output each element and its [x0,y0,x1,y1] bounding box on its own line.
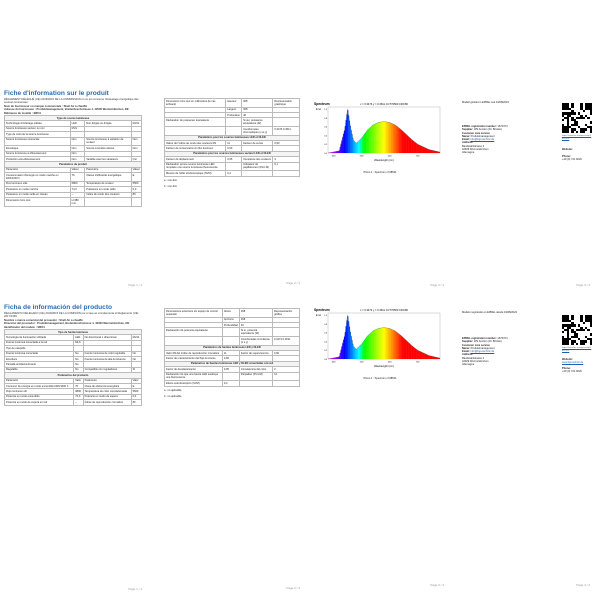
table-cell: LED [70,121,85,126]
y-tick-label: 1.0 [324,315,327,318]
table-cell: Anchura [222,317,239,322]
table-body [165,99,300,136]
chart-heading: Spectrum [314,102,330,106]
table-cell: No direccional o direccional [83,335,131,340]
table-cell: Constance des couleurs [243,157,271,161]
section-heading: Paramètres du produit [5,162,142,167]
table-cell: Factor de mantenimiento del flujo luminoso [165,356,223,361]
model-reference: Identificador del modelo : 98541 [4,325,45,329]
x-tick-label: 500 [359,361,364,364]
table-cell [165,336,223,345]
y-tick-label: 0.2 [324,144,327,147]
table-cell: 0,3474 0,3611 [273,336,300,345]
table-body [5,335,142,373]
table-cell: Source lumineuse secteur ou non [5,126,71,131]
spectrum-chart [312,305,448,375]
table-cell: Consommation d'énergie en mode marche en kWh/1000 h [5,173,71,182]
chart-legend: x = 0.3474 y = 0.3611 CCT=5500 CRI=80 [360,103,408,106]
section-heading: Parámetros del producto [5,373,142,378]
supplier-value: WS Auction (Di. Brücke) [473,128,502,132]
table-cell: Coordenadas cromáticas (x e y) [239,336,272,345]
regulation-text: RÈGLEMENT DÉLÉGUÉ (UE) 2019/2015 DE LA COMMISSION en ce qui concerne l'étiquetage énergétique des sources lumineuses [4,98,139,105]
y-tick-label: 0.0 [324,152,327,155]
address-line: Bandstahlstrasse 4 [462,356,485,360]
table-cell: Source à lumière élevée [85,146,131,151]
table-cell: Sí [131,367,141,372]
table-row [165,309,300,318]
page-number: Page 2 / 4 [286,586,300,590]
table-cell: No [74,362,83,367]
table-cell: Dimensions hors tout en millimètres (le cas échéant) [165,99,226,108]
table-row [165,99,300,108]
table-cell: E [131,383,141,388]
table-cell: Non [70,146,85,151]
page-number: Page 2 / 4 [286,281,300,285]
register-date: Modelo registrado en EPREL desde 19/08/2024 [462,311,517,314]
table-cell: Flux lumineux utile [5,181,71,186]
table-cell [226,162,242,171]
y-tick-label: 0.8 [324,117,327,120]
table-cell: Envoltura [5,356,74,361]
table-cell: 80 [131,192,141,197]
phone-value: +49 (0) 721 9020 [562,158,582,162]
table-cell: Hauteur [226,99,242,108]
table-cell: MLS1 [131,121,141,126]
table-cell: Valeur [70,167,85,172]
page-title: Ficha de información del producto [4,304,113,311]
page-fr-2 [160,95,304,288]
table-row [5,400,142,405]
table-cell: Fuente luminosa de color regulable [83,351,131,356]
table-row [165,372,300,381]
eprel-label: EPREL registration number: [462,337,497,340]
table-cell: 5500 [131,389,141,394]
table-cell: Indicateur de papillotement (Pst LM) [242,162,273,171]
table-cell: Non [70,137,85,146]
table-cell [222,372,239,381]
address-line: Bandstahlstrasse 4 [462,144,485,148]
table-cell: No [131,351,141,356]
table-cell: Puissance en mode veille en réseau [5,192,71,197]
table-cell: Protection anti-éblouissement [5,156,71,161]
table-cell: Technologie d'éclairage utilisée [5,121,71,126]
table-cell: 0,95 [226,157,242,162]
table-cell: Oui [131,156,141,161]
email-label: Email: [462,350,470,354]
table-cell: No [131,356,141,361]
x-axis-label: Wavelength (nm) [374,159,394,162]
chart-caption: Photo 1 : Spectrum of 98541 [363,377,397,380]
address-line: 42929 Wermelskirchen [462,360,489,364]
table-cell [273,381,300,386]
table-cell: 74,0 [74,394,83,399]
table-cell: 0,95 [222,367,239,372]
table-cell: Si oui, puissance équivalente (W) [242,118,273,127]
table-cell: LED [74,335,83,340]
eprel-label: EPREL registration number: [462,125,497,128]
x-axis-label: Wavelength (nm) [374,365,394,368]
table-cell: 308 [239,317,272,322]
table-cell: Non [131,146,141,151]
x-tick-label: 700 [415,155,420,158]
table-cell [131,197,141,206]
table-cell: 76 [74,383,83,388]
y-tick-label: 0.0 [324,358,327,361]
table-row [165,381,300,386]
table-cell: 80 [131,400,141,405]
table-cell: Coordonnées chromatiques (x et y) [242,126,273,135]
table-cell: Regulable [5,367,74,372]
y-tick-label: 0.6 [324,332,327,335]
table-cell: Indice de rendu des couleurs [85,192,131,197]
table-cell: Facteur de conservation du flux lumineux [165,146,226,151]
dimensions-table [164,98,300,177]
table-cell: MLS1 [131,335,141,340]
page-es-3 [312,305,448,590]
table-cell: 6800 [74,389,83,394]
table-cell [226,118,242,127]
table-cell: Paramètre [85,167,131,172]
address-label: Address: [462,141,474,145]
table-cell: Si sí, potencia equivalente (W) [239,328,272,337]
supplier-name: Nombre o marca comercial del proveedor : Shell Air a chauffé [4,318,83,322]
table-cell: Source lumineuse à éblouissement [5,151,71,156]
table-cell: Consumo de energía en modo encendido kWh/1000 h [5,383,74,388]
chart-legend: x = 0.3474 y = 0.3611 CCT=5500 CRI=80 [360,309,408,312]
table-cell: Potencia en modo de espera [83,394,131,399]
x-tick-label: 400 [331,361,336,364]
table-row [5,197,142,206]
table-row [5,137,142,146]
table-cell: 11 [226,140,242,145]
table-cell: No [74,351,83,356]
table-cell: Factor de supervivencia [239,350,272,355]
table-cell [273,118,300,127]
table-cell [242,171,273,176]
table-cell: Déclaration de puissance équivalente [165,118,226,127]
table-cell: Puissance en mode marche [5,187,71,192]
address-line: 42929 Wermelskirchen [462,148,489,152]
table-cell: Non dirigée ou dirigée [85,121,131,126]
table-cell [239,381,272,386]
table-cell: Factor de desplazamiento [165,367,223,372]
section-heading: Paramètres pour les sources lumineuses LED et OLED [165,135,300,140]
table-cell: Température de couleur [85,181,131,186]
table-cell: Dimensiones exteriores sin equipo de control separado [165,309,223,318]
y-tick-label: 1.0 [324,109,327,112]
table-cell: No [74,356,83,361]
table-cell: 0,1 [273,372,300,381]
table-cell: MLS [70,126,85,131]
page-number: Page 1 / 4 [128,283,142,287]
table-cell: -- [70,192,85,197]
table-cell: Efecto estroboscópico (SVM) [165,381,223,386]
table-cell: 0,4 [226,171,242,176]
table-row [165,118,300,127]
table-cell: 3 [273,367,300,372]
table-cell: Dimensions hors tout [5,197,71,206]
table-cell: Profundidad [223,323,238,327]
email-label: Email: [462,138,470,142]
table-cell: Classe d'efficacité énergétique [85,173,131,182]
table-cell: Non [131,137,141,146]
qr-module [590,131,592,133]
table-cell: Facteur de survie [242,140,273,145]
table-body [5,121,142,162]
phone-label: Phone: [562,367,571,371]
table-cell: Altura [222,309,239,318]
contact-heading: Customer care service [462,131,490,135]
section-heading: Paramètres pour les sources lumineuses secteur LED et OLED [165,151,300,156]
table-cell: 308 [239,309,272,318]
qr-code [562,103,592,133]
table-cell [273,328,300,337]
table-cell: 0,0 [131,187,141,192]
y-axis-label: E rel [316,314,321,317]
table-cell: Enveloppe [5,146,71,151]
table-cell: Facteur de déplacement [165,157,226,162]
page-number: Page 4 / 4 [576,583,590,587]
table-cell: 0,90 [226,146,242,151]
table-cell [85,197,131,206]
section-heading: Type de source lumineuse [5,116,142,121]
table-row [165,126,300,135]
table-cell: Représentation graphique [273,99,300,108]
page-es-4 [458,305,594,590]
table-cell: Pantalla antideslumbrante [5,362,74,367]
supplier-label: Supplier: [462,340,474,344]
x-tick-label: 500 [359,155,364,158]
eprel-url[interactable]: https://eprel.ec.europa.eu/qr/1670374 [562,347,592,353]
table-cell: Largeur [226,107,242,112]
table-cell: Tecnología de iluminación utilizada [5,335,74,340]
table-row [165,171,300,176]
table-cell: Mesure de l'effet stroboscopique (SVM) [165,171,226,176]
website-link[interactable]: www.bgs-technic.de [562,360,584,364]
qr-module [590,343,592,345]
table-cell: Potencia en modo de espera en red [5,400,74,405]
table-cell: Potencia en modo encendido [5,394,74,399]
table-cell: No [74,367,83,372]
table-cell: Valor [74,378,83,383]
table-cell: Parámetro [5,378,74,383]
page-fr-1 [0,0,146,290]
contact-heading: Customer care service [462,343,490,347]
table-cell: Fuente luminosa conectada [5,351,74,356]
page-es-1 [0,300,146,594]
table-cell: H 380 mm [70,197,85,206]
page-es-2 [160,305,304,593]
footnote: b : no aplicable [164,394,182,398]
table-cell: Clase de eficiencia energética [83,383,131,388]
table-cell: Valeur de l'indice de rendu des couleurs R9 [165,140,226,145]
table-cell: Parámetro [83,378,131,383]
table-cell: 46 [242,112,273,117]
table-cell: Valor [131,378,141,383]
table-cell: Índice de reproducción cromática [83,400,131,405]
qr-code [562,315,592,345]
table-cell: Non [70,151,85,156]
table-cell [165,126,226,135]
y-tick-label: 0.6 [324,126,327,129]
table-cell: Flujo luminoso útil [5,389,74,394]
eprel-url[interactable]: https://eprel.ec.europa.eu/qr/1670374 [562,135,592,141]
table-row [165,162,300,171]
table-cell: 308 [242,107,273,112]
page-fr-4 [458,95,594,290]
table-cell: Source lumineuse à variation de couleur [85,137,131,146]
table-cell: Declaración de potencia equivalente [165,328,223,337]
table-cell: 5500 [131,181,141,186]
email-link[interactable]: info@bgs-technic.de [470,138,495,142]
page-fr-3 [312,95,448,290]
table-body [5,167,142,206]
table-row [165,336,300,345]
y-axis-label: E rel [316,108,321,111]
table-cell: 11 [222,350,239,355]
table-cell: 0,90 [222,356,239,361]
supplier-address: Dirección del proveedor : Produktmanagement, Breitenbrechstrasse 4, 42000 Wermelskirchen, DE [4,322,130,326]
x-tick-label: 700 [415,361,420,364]
table-cell: Valeur [132,168,140,172]
supplier-name: Nom du fournisseur ou marque commerciale : Shell Air à chauffé [4,104,87,108]
name-label: Name: [462,134,470,138]
table-body [165,157,300,176]
section-heading: Parámetros de fuentes luminosas LED y OLED [165,345,300,350]
y-tick-label: 0.4 [324,135,327,138]
table-cell: 76 [70,173,85,182]
eprel-number: 1670374 [497,337,508,340]
table-body [165,367,300,386]
chart-caption: Photo 1 : Spectrum of 98541 [363,171,397,174]
name-label: Name: [462,346,470,350]
name-value: Produktmanagement [470,346,495,350]
table-body [5,378,142,405]
table-cell: Non [70,156,85,161]
y-tick-label: 0.2 [324,350,327,353]
website-label: Website: [562,357,573,361]
website-label: Website: [562,147,573,151]
light-source-table [4,329,142,405]
chart-heading: Spectrum [314,308,330,312]
table-cell: Tipo de casquillo [5,346,74,351]
spectrum-chart [312,99,448,169]
section-heading: Tipo de fuente luminosa [5,330,142,335]
table-body [165,350,300,361]
table-cell [273,171,300,176]
address-line: Allemagne [462,151,475,155]
supplier-address: Adresse du fournisseur : Produktmanagement, Breitenbrechstrasse 4, 42000 Wermelskirchen, DE [4,108,129,112]
table-cell: 3 [273,157,300,162]
supplier-value: WS Auction (Di. Brücke) [473,340,502,344]
table-cell: 0,90 [273,350,300,355]
table-cell: Consistencia del color [239,367,272,372]
table-cell: Fuente luminosa de alta luminancia [83,356,131,361]
table-cell: 0,1 [273,162,300,171]
table-cell [226,126,242,135]
phone-label: Phone: [562,154,571,158]
table-body [165,140,300,151]
table-cell: 0,3474 0,3611 [273,126,300,135]
name-value: Produktmanagement [470,134,495,138]
page-number: Page 1 / 4 [128,587,142,591]
table-cell: Source lumineuse connectée [5,137,71,146]
model-reference: Référence du modèle : 98541 [4,111,42,115]
table-cell: Temperatura de color correlacionada [83,389,131,394]
regulation-text: REGLAMENTO DELEGADO (UE) 2019/2015 DE LA COMISIÓN por el que se complementa el Reglamento (UE) 2017/1369 [4,312,139,319]
table-cell: Declaración de que una fuente LED sustituye una fluorescente [165,372,223,381]
table-cell: E [131,173,141,182]
table-cell: -- [74,400,83,405]
table-cell: 74,0 [70,187,85,192]
table-cell: Representación gráfica [273,309,300,318]
register-date: Modell gelistet in EPREL seit 19/08/2024 [462,101,509,104]
table-cell: Compatible con reguladores [83,367,131,372]
table-cell: Profondeur [227,113,241,117]
y-tick-label: 0.8 [324,323,327,326]
table-cell [222,336,239,345]
footnote: b : non-dim [164,184,177,188]
table-cell: 46 [239,322,272,327]
table-body [165,309,300,346]
page-title: Fiche d'information sur le produit [4,90,109,97]
phone-value: +49 (0) 721 9020 [562,370,582,374]
table-cell: 0,4 [222,381,239,386]
footnote: a : no aplicable [164,389,182,393]
table-cell: Type de culot de la source lumineuse [5,132,71,137]
x-tick-label: 600 [387,361,392,364]
footnote: a : non-dim [164,179,177,183]
x-tick-label: 600 [387,155,392,158]
section-heading: Parámetros de fuentes luminosas LED y OLED conectadas a la red [165,361,300,366]
table-cell: Parpadeo (Pst LM) [239,372,272,381]
light-source-table [4,115,142,206]
table-cell: 0,0 [131,394,141,399]
table-row [165,328,300,337]
supplier-label: Supplier: [462,128,474,132]
page-number: Page 4 / 4 [576,283,590,287]
eprel-number: 1670374 [497,125,508,128]
table-cell: Puissance en mode veille [85,187,131,192]
table-row [5,173,142,182]
x-tick-label: 400 [331,155,336,158]
address-line: Allemagne [462,363,475,367]
page-number: Page 3 / 4 [430,283,444,287]
table-cell: 0,90 [273,140,300,145]
dimensions-table [164,308,300,387]
table-cell: Variable avec les variateurs [85,156,131,161]
table-cell: 6800 [70,181,85,186]
y-tick-label: 0.4 [324,341,327,344]
address-label: Address: [462,353,474,357]
table-cell: Fuente luminosa conectada a la red [5,340,74,345]
table-cell: Déclaration qu'une source lumineuse LED remplace une source lumineuse fluorescente [165,162,226,171]
page-number: Page 3 / 4 [430,583,444,587]
table-cell: 308 [242,99,273,108]
table-cell: MLS [74,340,83,345]
table-cell: Valor R9 del índice de reproducción cromática [165,350,223,355]
table-cell [222,328,239,337]
email-link[interactable]: info@bgs-technic.de [470,350,495,354]
table-cell: Paramètre [5,167,71,172]
